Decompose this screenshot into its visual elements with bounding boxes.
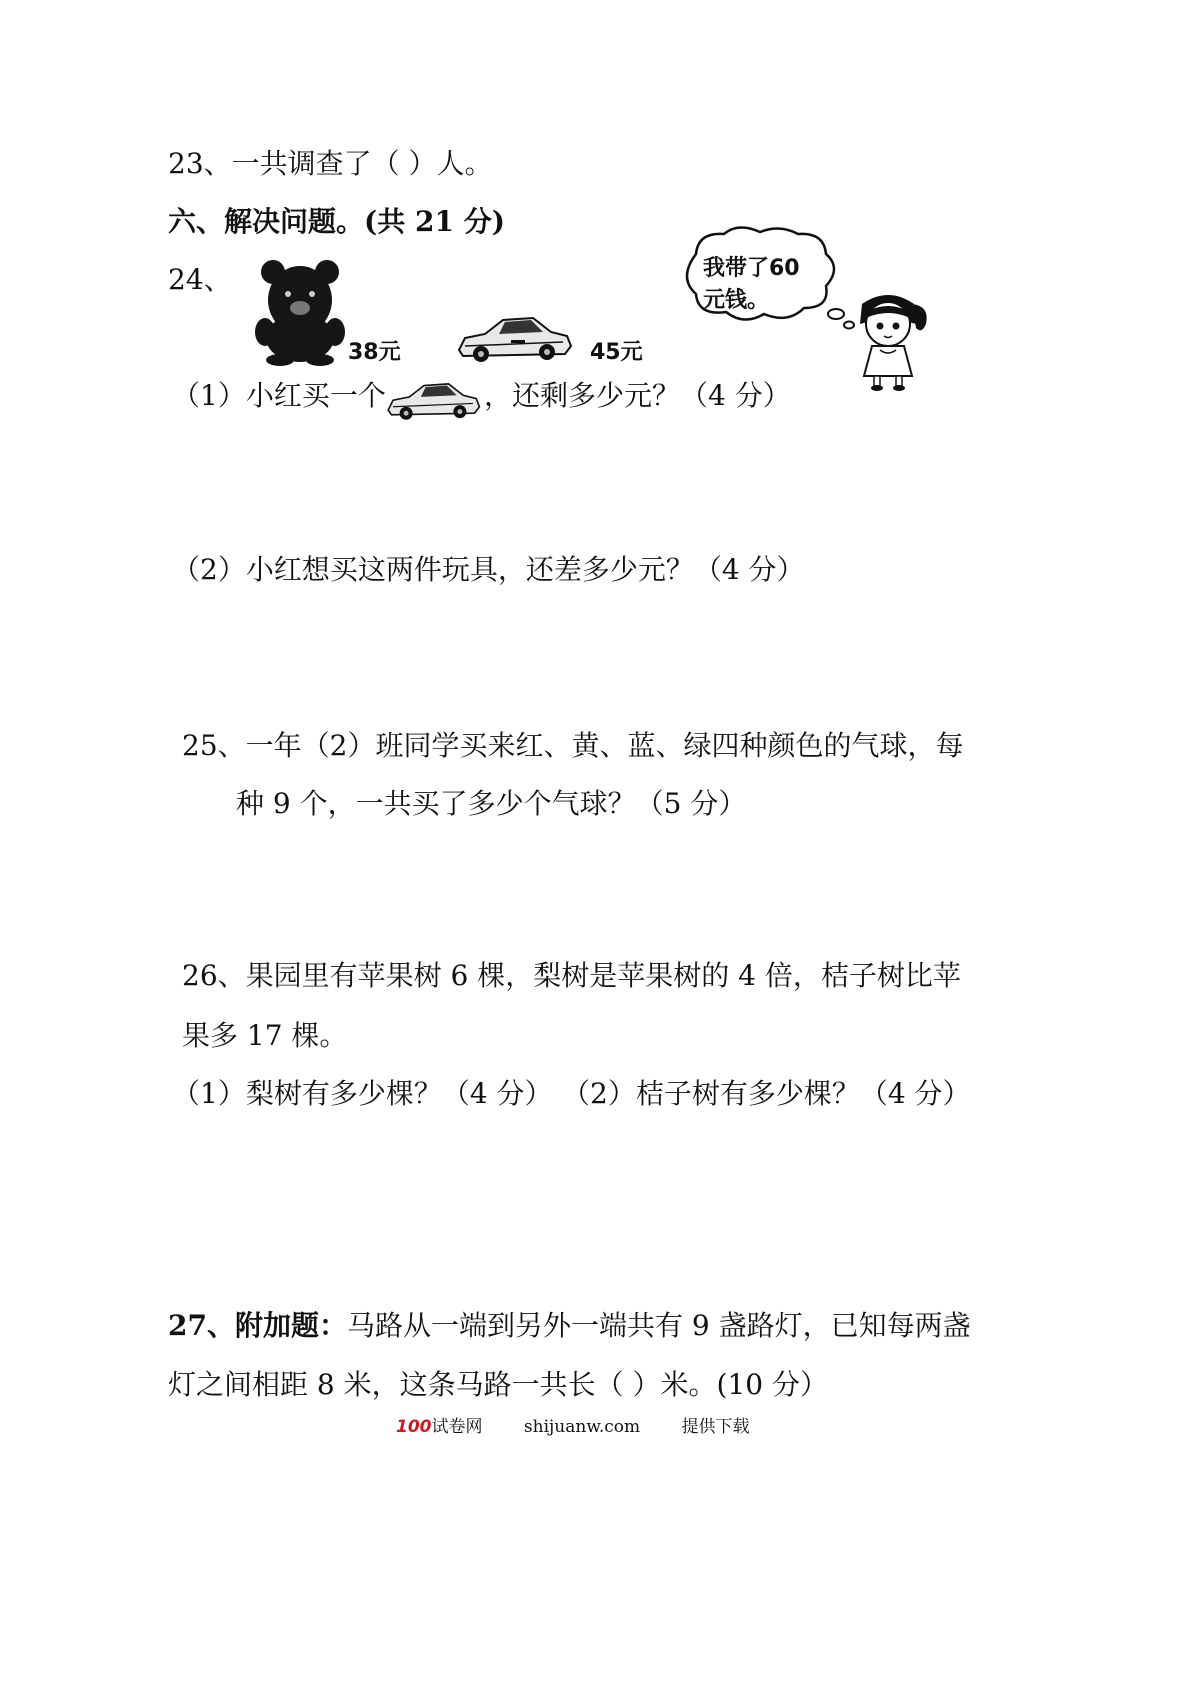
question-25-line-1: 25、一年（2）班同学买来红、黄、蓝、绿四种颜色的气球，每 — [182, 729, 964, 762]
footer — [396, 1412, 750, 1437]
question-27-line-1-text: 马路从一端到另外一端共有 9 盏路灯，已知每两盏 — [346, 1309, 971, 1342]
question-25-line-2: 种 9 个，一共买了多少个气球？（5 分） — [236, 787, 747, 820]
car-price-label: 45元 — [590, 340, 643, 365]
question-24-sub-1-start: （1）小红买一个 — [172, 379, 386, 412]
bubble-text-line-2: 元钱。 — [703, 288, 770, 313]
footer-domain: shijuanw.com — [523, 1417, 641, 1437]
toy-car-image — [455, 312, 573, 366]
girl-figure-image — [846, 290, 930, 392]
question-27-label: 27、附加题： — [168, 1309, 347, 1342]
question-26-sub-1: （1）梨树有多少棵？（4 分） — [172, 1077, 553, 1110]
section-6-heading: 六、解决问题。(共 21 分) — [168, 205, 505, 238]
site-logo: 100 — [396, 1417, 432, 1437]
question-27-line-1 — [168, 1308, 971, 1344]
footer-site-name: 试卷网 — [431, 1417, 483, 1437]
question-26-line-1: 26、果园里有苹果树 6 棵，梨树是苹果树的 4 倍，桔子树比苹 — [182, 959, 961, 992]
question-26-line-2: 果多 17 棵。 — [182, 1019, 348, 1052]
bear-price-label: 38元 — [348, 340, 401, 365]
question-23: 23、一共调查了（ ）人。 — [168, 147, 493, 180]
question-26-sub-2: （2）桔子树有多少棵？（4 分） — [562, 1077, 971, 1110]
footer-provide: 提供下载 — [681, 1417, 750, 1437]
question-24-sub-1-end: ，还剩多少元？（4 分） — [484, 379, 791, 412]
toy-car-small-image — [384, 379, 482, 423]
bubble-text-line-1: 我带了60 — [703, 256, 800, 281]
question-27-line-2: 灯之间相距 8 米，这条马路一共长（ ）米。(10 分） — [168, 1368, 828, 1401]
question-24-sub-2: （2）小红想买这两件玩具，还差多少元？（4 分） — [172, 553, 805, 586]
teddy-bear-image — [255, 258, 345, 366]
question-24-number: 24、 — [168, 263, 232, 296]
